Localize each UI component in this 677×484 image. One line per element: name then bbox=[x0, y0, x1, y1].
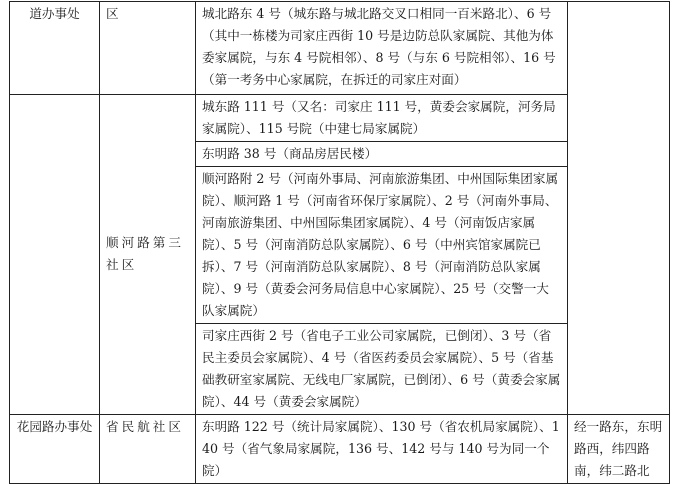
office-cell: 花园路办事处 bbox=[10, 415, 100, 484]
table-row bbox=[10, 415, 670, 484]
address-table bbox=[9, 1, 670, 484]
address-cell: 东明路 38 号（商品房居民楼） bbox=[196, 142, 568, 167]
office-cell bbox=[10, 95, 100, 415]
table-row bbox=[10, 2, 670, 95]
address-cell: 城北路东 4 号（城东路与城北路交叉口相同一百米路北）、6 号（其中一栋楼为司家庄西街 10 号是边防总队家属院、其他为体委家属院，与东 4 号院相邻）、8 号（与东 6 号院相邻）、16 号（第一考务中心家属院，在拆迁的司家庄对面） bbox=[196, 2, 568, 95]
boundary-cell: 经一路东，东明路西，纬四路南，纬二路北 bbox=[568, 415, 670, 484]
address-cell: 城东路 111 号（又名：司家庄 111 号，黄委会家属院，河务局家属院）、115 号院（中建七局家属院） bbox=[196, 95, 568, 142]
office-cell: 道办事处 bbox=[10, 2, 100, 95]
address-cell: 司家庄西街 2 号（省电子工业公司家属院，已倒闭）、3 号（省民主委员会家属院）、4 号（省医药委员会家属院）、5 号（省基础教研室家属院、无线电厂家属院，已倒闭）、6 号（黄委会家属院）、44 号（黄委会家属院） bbox=[196, 324, 568, 415]
boundary-cell bbox=[568, 2, 670, 415]
address-cell: 东明路 122 号（统计局家属院）、130 号（省农机局家属院）、140 号（省气象局家属院，136 号、142 号与 140 号为同一个院） bbox=[196, 415, 568, 484]
address-cell: 顺河路附 2 号（河南外事局、河南旅游集团、中州国际集团家属院）、顺河路 1 号（河南省环保厅家属院）、2 号（河南外事局、河南旅游集团、中州国际集团家属院）、4 号（河南饭店家属院）、5 号（河南消防总队家属院）、6 号（中州宾馆家属院已拆）、7 号（河南消防总队家属院）、8 号（河南消防总队家属院）、9 号（黄委会河务局信息中心家属院）、25 号（交警一大队家属院） bbox=[196, 167, 568, 324]
community-cell: 省民航社区 bbox=[100, 415, 196, 484]
community-cell: 区 bbox=[100, 2, 196, 95]
community-cell: 顺河路第三社区 bbox=[100, 95, 196, 415]
